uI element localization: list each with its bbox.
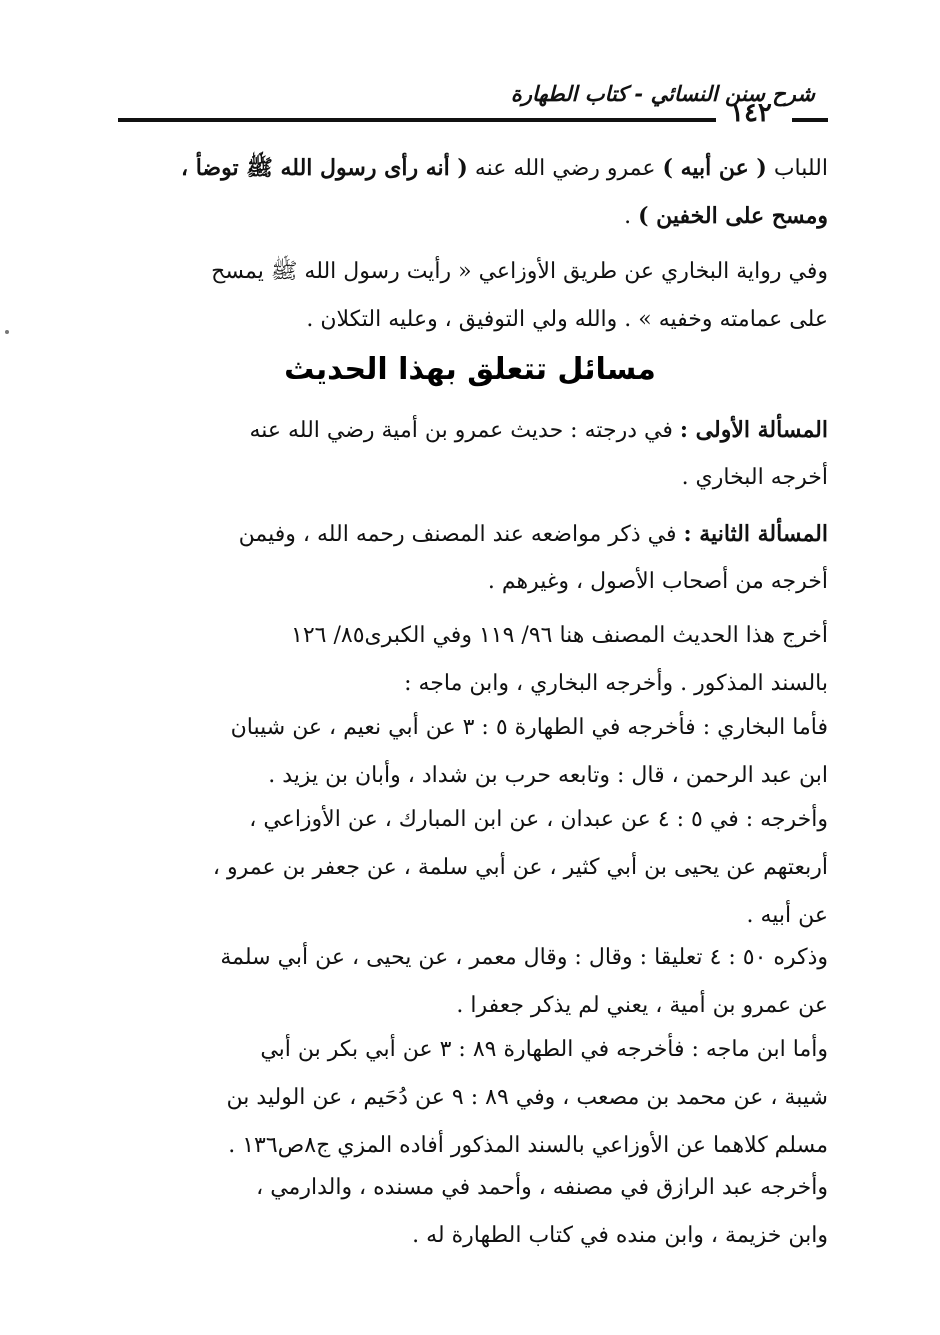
text-line: عن عمرو بن أمية ، يعني لم يذكر جعفرا .	[456, 993, 828, 1018]
paragraph-sources	[112, 612, 828, 708]
text-line: أخرجه البخاري .	[681, 465, 828, 490]
paragraph-second-issue	[112, 510, 828, 606]
paragraph-ibn-majah-source	[112, 1026, 828, 1170]
text-run: عمرو رضي الله عنه	[467, 156, 663, 181]
text-run: اللباب	[766, 156, 828, 181]
text-line: ابن عبد الرحمن ، قال : وتابعه حرب بن شداد ، وأبان بن يزيد .	[268, 763, 828, 788]
text-run-bold: ( أنه رأى رسول الله ﷺ توضأ ،	[180, 155, 468, 181]
text-line: أخرجه من أصحاب الأصول ، وغيرهم .	[487, 569, 828, 594]
issue-label: المسألة الثانية :	[683, 521, 828, 547]
paragraph-bukhari-second-source	[112, 796, 828, 940]
text-line: وأما ابن ماجه : فأخرجه في الطهارة ٨٩ : ٣ عن أبي بكر بن أبي	[260, 1037, 828, 1062]
text-line: أخرج هذا الحديث المصنف هنا ٩٦/ ١١٩ وفي الكبرى٨٥/ ١٢٦	[291, 623, 828, 648]
running-header: شرح سنن النسائي - كتاب الطهارة	[510, 82, 815, 106]
text-run-bold: ( عن أبيه )	[662, 155, 767, 181]
page-number: ١٤٢	[730, 98, 772, 128]
text-line: وأخرجه : في ٥ : ٤ عن عبدان ، عن ابن المبارك ، عن الأوزاعي ،	[249, 807, 828, 832]
text-line: وفي رواية البخاري عن طريق الأوزاعي « رأيت رسول الله ﷺ يمسح	[211, 259, 828, 284]
text-line: مسلم كلاهما عن الأوزاعي بالسند المذكور أفاده المزي ج٨ص١٣٦ .	[228, 1133, 828, 1158]
paragraph-mention	[112, 934, 828, 1030]
section-heading: مسائل تتعلق بهذا الحديث	[284, 352, 656, 387]
text-line: أربعتهم عن يحيى بن أبي كثير ، عن أبي سلمة ، عن جعفر بن عمرو ،	[212, 855, 828, 880]
text-run-bold: ومسح على الخفين )	[638, 203, 828, 229]
text-line: وابن خزيمة ، وابن منده في كتاب الطهارة له .	[412, 1223, 828, 1248]
text-line: على عمامته وخفيه » . والله ولي التوفيق ، وعليه التكلان .	[306, 307, 828, 332]
text-line: عن أبيه .	[746, 903, 828, 928]
text-line: شيبة ، عن محمد بن مصعب ، وفي ٨٩ : ٩ عن دُحَيم ، عن الوليد بن	[226, 1085, 828, 1110]
text-line: وأخرجه عبد الرازق في مصنفه ، وأحمد في مسنده ، والدارمي ،	[256, 1175, 828, 1200]
text-line	[112, 192, 828, 240]
paragraph-bukhari-narration	[112, 248, 828, 344]
text-line	[112, 510, 828, 558]
paragraph-first-issue	[112, 406, 828, 502]
text-line: وذكره ٥٠ : ٤ تعليقا : وقال : وقال معمر ، عن يحيى ، عن أبي سلمة	[220, 945, 828, 970]
issue-label: المسألة الأولى :	[679, 417, 828, 443]
scan-speck	[5, 330, 9, 334]
paragraph-bukhari-source	[112, 704, 828, 800]
text-line: فأما البخاري : فأخرجه في الطهارة ٥ : ٣ عن أبي نعيم ، عن شيبان	[230, 715, 828, 740]
page-number-rule	[792, 118, 828, 122]
text-run: في درجته : حديث عمرو بن أمية رضي الله عنه	[249, 418, 680, 443]
text-line	[112, 144, 828, 192]
header-rule	[118, 118, 716, 122]
text-line	[112, 406, 828, 454]
paragraph-hadith-text	[112, 144, 828, 240]
paragraph-other-sources	[112, 1164, 828, 1260]
text-run: في ذكر مواضعه عند المصنف رحمه الله ، وفيمن	[238, 522, 684, 547]
text-line: بالسند المذكور . وأخرجه البخاري ، وابن ماجه :	[404, 671, 828, 696]
text-run: .	[624, 204, 639, 229]
